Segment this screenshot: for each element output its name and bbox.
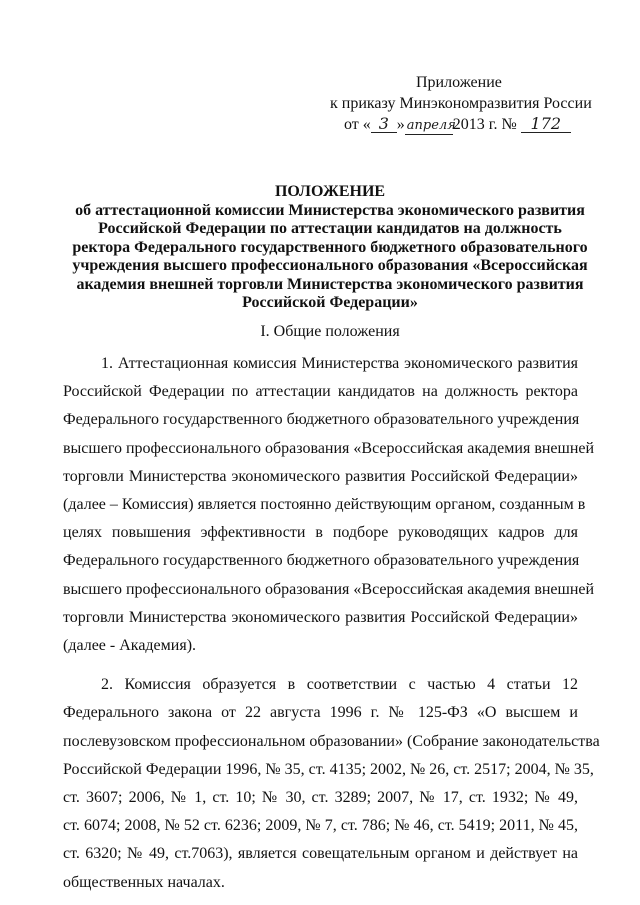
paragraph-line: целях повышения эффективности в подборе руководящих кадров для: [63, 524, 578, 542]
paragraph-line: Российской Федерации 1996, № 35, ст. 4135; 2002, № 26, ст. 2517; 2004, № 35,: [63, 760, 594, 778]
date-prefix: от «: [344, 116, 371, 133]
paragraph-line: высшего профессионального образования «Всероссийская академия внешней: [63, 580, 595, 598]
handwritten-order-number: 172: [521, 116, 571, 133]
paragraph-2: [63, 671, 600, 897]
title-line: Российской Федерации по аттестации кандидатов на должность: [98, 220, 562, 237]
document-title: [60, 183, 600, 313]
paragraph-line: Российской Федерации по аттестации кандидатов на должность ректора: [63, 383, 578, 401]
handwritten-month: апреля: [406, 118, 456, 133]
title-line: Российской Федерации»: [242, 294, 418, 311]
title-line: об аттестационной комиссии Министерства экономического развития: [75, 201, 585, 219]
paragraph-line: высшего профессионального образования «Всероссийская академия внешней: [63, 439, 595, 457]
date-year: 2013 г. №: [452, 116, 517, 133]
paragraph-line: общественных началах.: [63, 873, 225, 891]
title-line: учреждения высшего профессионального образования «Всероссийская: [72, 257, 588, 274]
appendix-label: Приложение: [416, 74, 502, 91]
paragraph-line: ст. 6074; 2008, № 52 ст. 6236; 2009, № 7, ст. 786; № 46, ст. 5419; 2011, № 45,: [63, 817, 578, 835]
paragraph-line: Федерального закона от 22 августа 1996 г. № 125-ФЗ «О высшем и: [63, 704, 578, 722]
paragraph-line: 2. Комиссия образуется в соответствии с частью 4 статьи 12: [101, 676, 578, 694]
document-body: [63, 350, 600, 897]
paragraph-line: торговли Министерства экономического развития Российской Федерации»: [63, 608, 578, 626]
paragraph-line: 1. Аттестационная комиссия Министерства экономического развития: [101, 355, 578, 372]
paragraph-line: торговли Министерства экономического развития Российской Федерации»: [63, 467, 578, 485]
title-heading: ПОЛОЖЕНИЕ: [274, 183, 386, 200]
handwritten-day: 3: [371, 116, 397, 133]
date-quote: »: [396, 116, 405, 133]
paragraph-line: Федерального государственного бюджетного образовательного учреждения: [63, 552, 580, 570]
title-line: ректора Федерального государственного бюджетного образовательного: [72, 238, 588, 256]
paragraph-line: (далее - Академия).: [63, 637, 197, 655]
paragraph-line: (далее – Комиссия) является постоянно действующим органом, созданным в: [63, 496, 586, 514]
paragraph-line: Федерального государственного бюджетного образовательного учреждения: [63, 411, 580, 429]
title-line: академия внешней торговли Министерства экономического развития: [76, 275, 584, 293]
appendix-date-line: [330, 114, 620, 135]
appendix-order-ref: к приказу Минэкономразвития России: [330, 95, 592, 112]
section-title: I. Общие положения: [260, 323, 400, 340]
appendix-block: [330, 72, 620, 135]
paragraph-line: ст. 6320; № 49, ст.7063), является совещательным органом и действует на: [63, 845, 578, 863]
paragraph-1: [63, 350, 595, 660]
paragraph-line: послевузовском профессиональном образовании» (Собрание законодательства: [63, 732, 600, 750]
paragraph-line: ст. 3607; 2006, № 1, ст. 10; № 30, ст. 3289; 2007, № 17, ст. 1932; № 49,: [63, 789, 578, 807]
